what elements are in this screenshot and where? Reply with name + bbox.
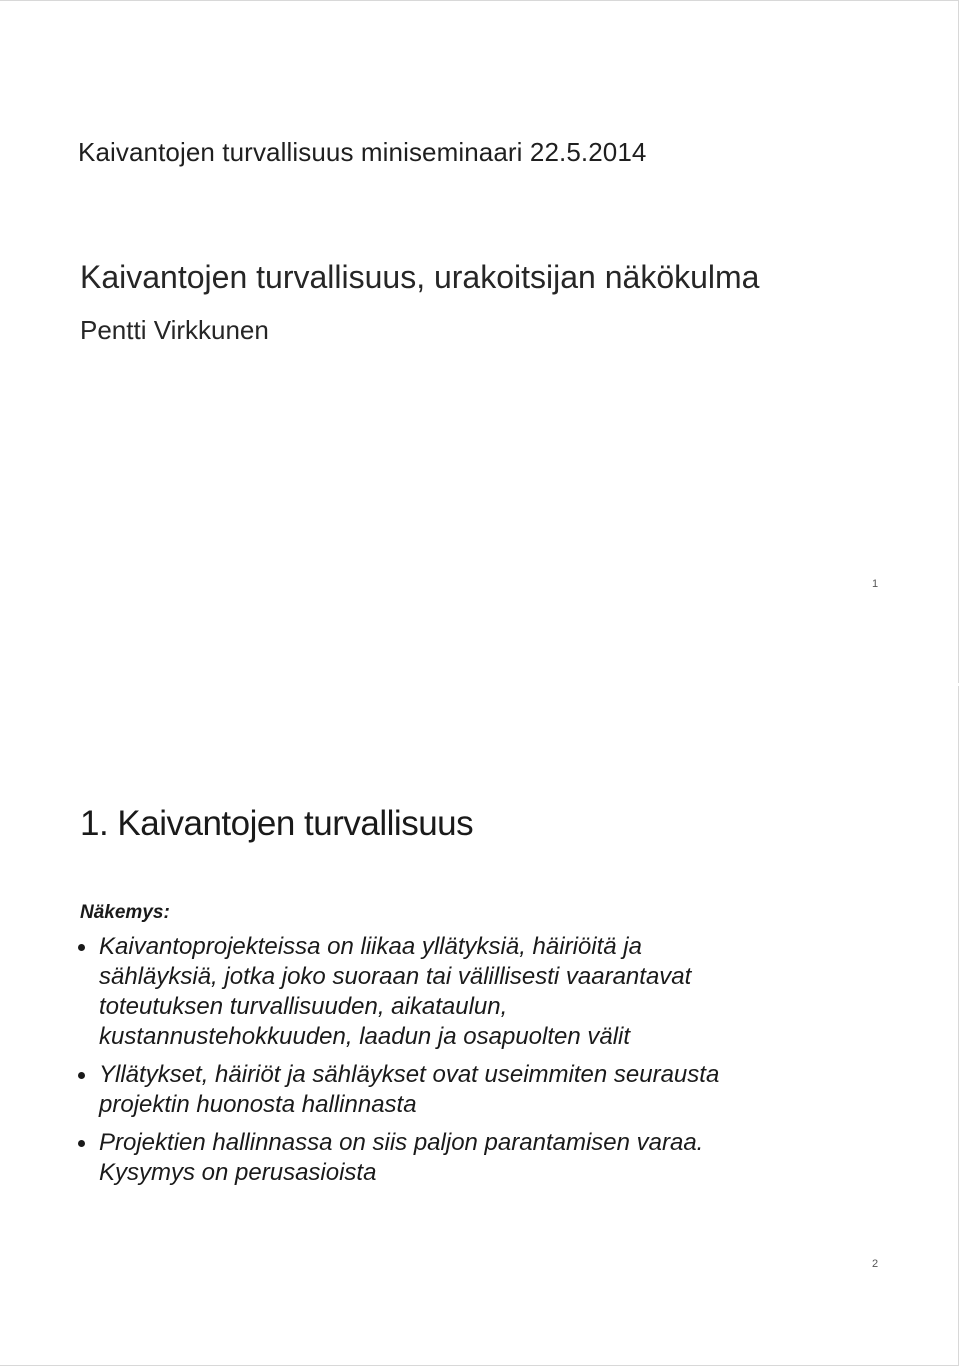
bullet-icon (78, 944, 85, 951)
bullet-line: toteutuksen turvallisuuden, aikataulun, (99, 993, 508, 1020)
bullet-item (78, 1128, 878, 1188)
section-title: 1. Kaivantojen turvallisuus (80, 804, 474, 843)
bullet-item (78, 932, 878, 1052)
bullet-item (78, 1060, 878, 1120)
bullet-icon (78, 1140, 85, 1147)
bullet-line: Kysymys on perusasioista (99, 1159, 377, 1186)
bullet-line: kustannustehokkuuden, laadun ja osapuolten välit (99, 1023, 631, 1050)
page-number: 2 (872, 1258, 879, 1270)
presentation-title: Kaivantojen turvallisuus, urakoitsijan näkökulma (80, 259, 760, 295)
bullet-line: sähläyksiä, jotka joko suoraan tai välillisesti vaarantavat (99, 963, 692, 990)
bullet-line: Yllätykset, häiriöt ja sähläykset ovat useimmiten seurausta (99, 1061, 720, 1088)
slide-1 (0, 0, 959, 683)
bullet-line: projektin huonosta hallinnasta (99, 1091, 417, 1118)
presenter-name: Pentti Virkkunen (80, 315, 269, 345)
bullet-icon (78, 1072, 85, 1079)
bullet-line: Projektien hallinnassa on siis paljon parantamisen varaa. (99, 1129, 704, 1156)
seminar-title: Kaivantojen turvallisuus miniseminaari 22.5.2014 (78, 137, 647, 167)
bullet-list (78, 932, 878, 1196)
bullet-line: Kaivantoprojekteissa on liikaa yllätyksiä, häiriöitä ja (99, 933, 642, 960)
page-number: 1 (872, 578, 879, 590)
slide-2 (0, 686, 959, 1366)
vision-label: Näkemys: (80, 902, 170, 923)
